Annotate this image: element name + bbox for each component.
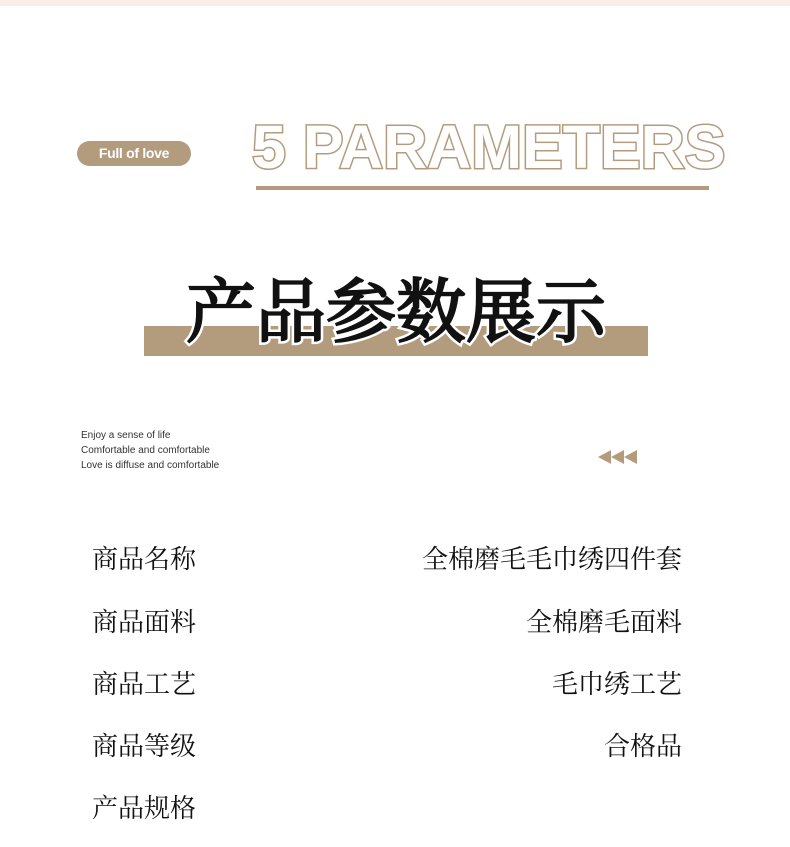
param-row-spec — [92, 792, 682, 826]
slogan-line: Comfortable and comfortable — [81, 445, 210, 456]
param-label: 商品面料 — [92, 608, 197, 638]
param-row-craft — [92, 668, 682, 702]
parameters-title: 5 PARAMETERS — [252, 113, 726, 181]
param-value: 毛巾绣工艺 — [551, 670, 682, 700]
param-label: 商品等级 — [92, 732, 197, 762]
slogan-line: Enjoy a sense of life — [81, 430, 171, 441]
param-row-grade — [92, 730, 682, 764]
top-strip — [0, 0, 790, 6]
slogan-line: Love is diffuse and comfortable — [81, 460, 220, 471]
param-label: 商品工艺 — [92, 670, 197, 700]
full-of-love-badge: Full of love — [77, 141, 191, 166]
param-label: 商品名称 — [92, 545, 197, 575]
param-row-fabric — [92, 606, 682, 640]
param-value: 合格品 — [603, 732, 682, 762]
param-row-name — [92, 543, 682, 577]
parameters-underline — [256, 186, 709, 190]
param-value: 全棉磨毛面料 — [525, 608, 682, 638]
product-params-title: 产品参数展示 — [186, 271, 606, 353]
triple-left-arrow-icon — [598, 449, 638, 465]
param-label: 产品规格 — [92, 794, 197, 824]
slogan-block — [81, 428, 341, 473]
param-value: 全棉磨毛毛巾绣四件套 — [421, 545, 682, 575]
